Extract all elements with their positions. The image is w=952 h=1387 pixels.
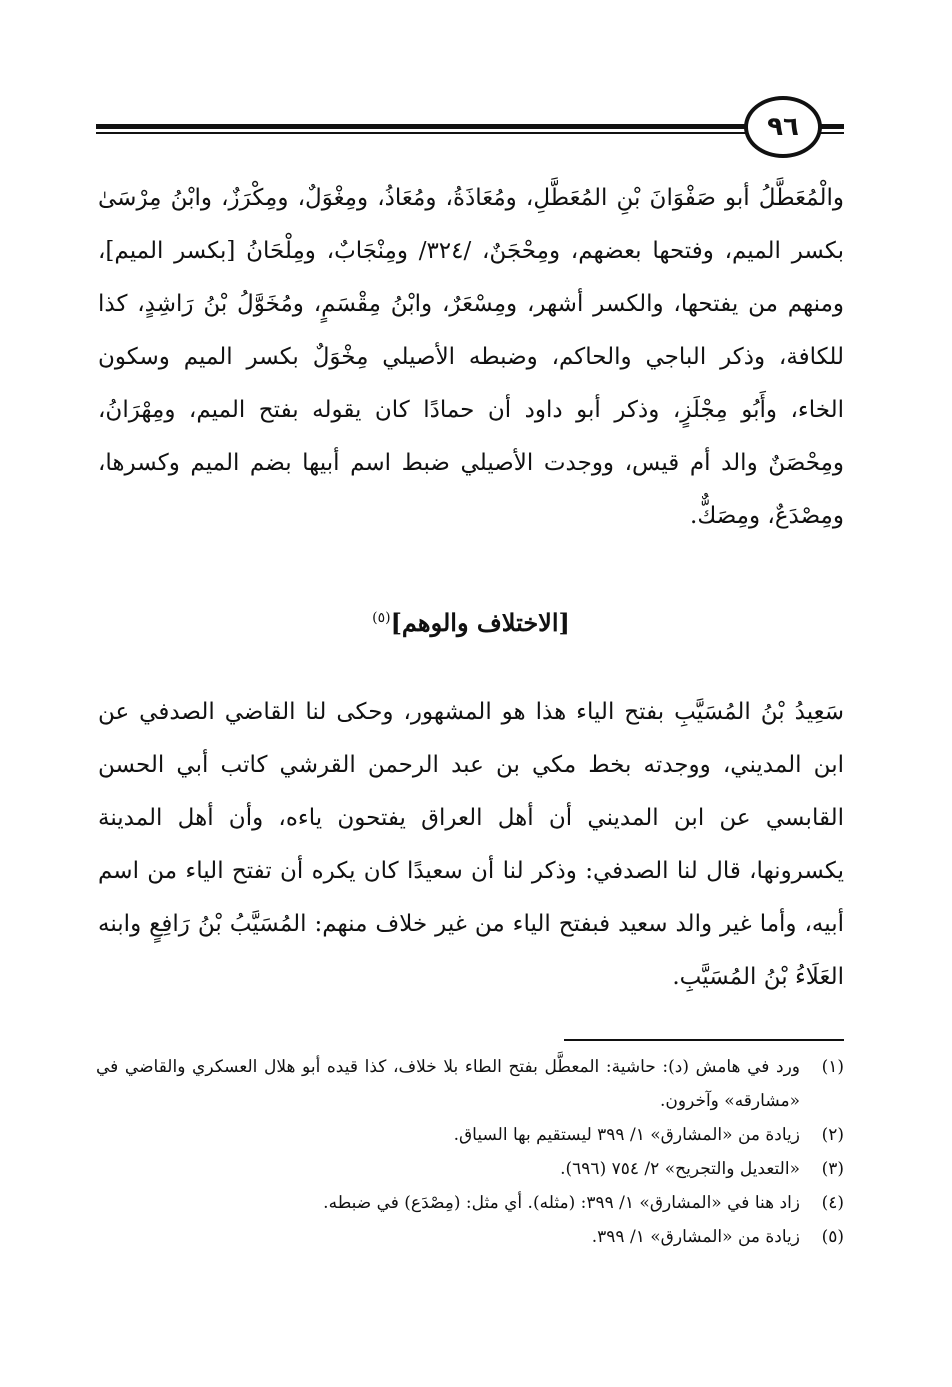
section-title-note: (٥) (372, 610, 391, 626)
footnote-item (96, 1050, 844, 1118)
footnote-text: زيادة من «المشارق» ١/ ٣٩٩ ليستقيم بها السياق. (453, 1125, 800, 1145)
footnote-text: زاد هنا في «المشارق» ١/ ٣٩٩: (مثله). أي مثل: (مِصْدَع) في ضبطه. (323, 1193, 800, 1213)
footnote-number: (٢) (821, 1125, 844, 1145)
footnote-item (96, 1186, 844, 1220)
footnote-item (96, 1152, 844, 1186)
section-paragraph: سَعِيدُ بْنُ المُسَيَّبِ بفتح الياء هذا هو المشهور، وحكى لنا القاضي الصدفي عن ابن المديني، ووجدته بخط مكي بن عبد الرحمن القرشي كاتب أبي الحسن القابسي عن ابن المديني أن أهل العراق يفتحون ياءه، وأن أهل المدينة يكسرونها، قال لنا الصدفي: وذكر لنا أن سعيدًا كان يكره أن تفتح الياء من اسم أبيه، وأما غير والد سعيد فبفتح الياء من غير خلاف منهم: المُسَيَّبُ بْنُ رَافِعٍ وابنه العَلَاءُ بْنُ المُسَيَّبِ. (98, 699, 844, 990)
footnote-item (96, 1118, 844, 1152)
main-paragraph: والْمُعَطَّلُ أبو صَفْوَانَ بْنِ المُعَطَّلِ، ومُعَاذَةُ، ومُعَاذُ، ومِغْوَلٌ، ومِكْرَزٌ، وابْنُ مِرْسَىٰ بكسر الميم، وفتحها بعضهم، ومِحْجَنٌ، /٣٢٤/ ومِنْجَابٌ، ومِلْحَانُ [بكسر الميم]، ومنهم من يفتحها، والكسر أشهر، ومِسْعَرٌ، وابْنُ مِقْسَمٍ، ومُخَوَّلُ بْنُ رَاشِدٍ، كذا للكافة، وذكر الباجي والحاكم، وضبطه الأصيلي مِخْوَلٌ بكسر الميم وسكون الخاء، وأَبُو مِجْلَزٍ، وذكر أبو داود أن حمادًا كان يقوله بفتح الميم، ومِهْرَانُ، ومِحْصَنٌ والد أم قيس، ووجدت الأصيلي ضبط اسم أبيها بضم الميم وكسرها، ومِصْدَعٌ، ومِصَكٌّ. (98, 185, 845, 529)
footnote-number: (٣) (821, 1159, 844, 1179)
footnote-item (96, 1220, 844, 1254)
footnote-number: (١) (821, 1057, 844, 1077)
section-heading (98, 608, 844, 637)
section-paragraph-block (98, 686, 844, 1004)
footnote-separator (564, 1039, 844, 1041)
footnote-number: (٥) (821, 1227, 844, 1247)
footnote-text: «التعديل والتجريح» ٢/ ٧٥٤ (٦٩٦). (560, 1159, 800, 1179)
footnotes-list (96, 1050, 844, 1254)
page-number-badge (744, 96, 822, 158)
header-rule-thick (96, 124, 844, 129)
section-title: [الاختلاف والوهم] (390, 608, 570, 637)
main-paragraph-block (98, 172, 844, 543)
footnote-text: زيادة من «المشارق» ١/ ٣٩٩. (591, 1227, 800, 1247)
page-header (96, 92, 844, 172)
footnote-text: ورد في هامش (د): حاشية: المعطَّل بفتح الطاء بلا خلاف، كذا قيده أبو هلال العسكري والقاضي في «مشارقه» وآخرون. (96, 1057, 800, 1111)
footnote-number: (٤) (821, 1193, 844, 1213)
header-rule-thin (96, 132, 844, 134)
page-number: ٩٦ (767, 112, 799, 142)
